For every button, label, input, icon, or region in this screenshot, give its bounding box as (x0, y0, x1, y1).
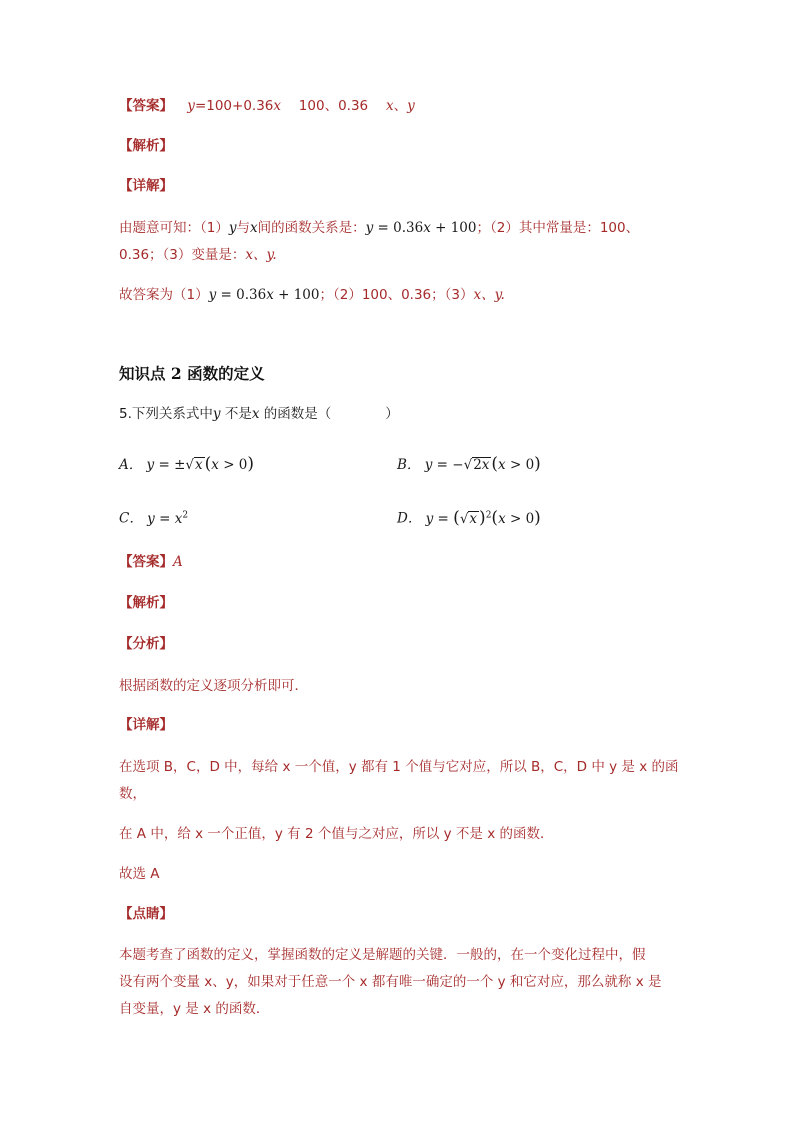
option-label: D． (397, 510, 422, 527)
final-text: 故答案为（1） (119, 287, 209, 303)
detail-label: 【详解】 (119, 178, 173, 194)
detail2-line-1: 在选项 B，C，D 中，每给 x 一个值，y 都有 1 个值与它对应，所以 B，C，D 中 y 是 x 的函 (119, 759, 679, 775)
option-formula: y = ±√x (x > 0) (146, 454, 255, 474)
answer-line-2 (119, 552, 183, 572)
answer-label: 【答案】 (119, 98, 173, 114)
formula: y = 0.36x + 100 (208, 287, 320, 303)
analysis-label-2: 【解析】 (119, 595, 173, 611)
option-label: A． (119, 457, 143, 473)
fenxi-label: 【分析】 (119, 636, 173, 652)
question-text: 不是 (220, 406, 252, 422)
detail-label-2: 【详解】 (119, 717, 173, 733)
formula: y = 0.36x + 100 (365, 220, 477, 236)
detail-text: 0.36；（3）变量是： (119, 247, 246, 263)
var-x: x (249, 220, 258, 236)
detail-text: 由题意可知：（1） (119, 220, 229, 236)
option-label: C． (119, 510, 143, 527)
section-title: 知识点 2 函数的定义 (119, 364, 265, 383)
option-c (119, 504, 188, 530)
question-text: 5.下列关系式中 (119, 406, 213, 422)
option-a (119, 453, 254, 476)
analysis-label: 【解析】 (119, 138, 173, 154)
question-text: 的函数是（ ） (259, 406, 399, 422)
answer-line (119, 96, 415, 116)
dianjing-label: 【点睛】 (119, 906, 173, 922)
detail-line-1 (119, 218, 639, 238)
fenxi-text: 根据函数的定义逐项分析即可． (119, 678, 308, 694)
option-d (397, 504, 541, 530)
final-answer-line (119, 285, 505, 305)
question-line (119, 404, 399, 424)
detail-text: 与 (236, 220, 250, 236)
option-formula: y = −√2x (x > 0) (424, 454, 541, 474)
var-x: x (251, 406, 260, 422)
summary-line-3: 自变量，y 是 x 的函数． (119, 1001, 270, 1017)
final-text: ；（2）100、0.36；（3） (319, 287, 474, 303)
detail-line-2 (119, 245, 277, 265)
summary-line-1: 本题考查了函数的定义，掌握函数的定义是解题的关键．一般的，在一个变化过程中，假 (119, 947, 646, 963)
var-y: y (228, 220, 237, 236)
option-formula: $y = x^2$ (147, 510, 189, 527)
option-b (397, 453, 541, 476)
detail2-line-3: 在 A 中，给 x 一个正值，y 有 2 个值与之对应，所以 y 不是 x 的函数． (119, 826, 554, 842)
detail-text: ；（2）其中常量是：100、 (476, 220, 640, 236)
answer-value: A (173, 554, 183, 570)
option-label: B． (397, 457, 421, 473)
option-formula: y = (√x )$^2$(x > 0) (425, 507, 541, 528)
answer-label: 【答案】 (119, 554, 173, 570)
vars: x、y. (245, 247, 277, 263)
detail-text: 间的函数关系是： (257, 220, 366, 236)
vars: x、y. (473, 287, 505, 303)
detail2-conclusion: 故选 A (119, 866, 160, 882)
var-y: y (212, 406, 221, 422)
answer-text: y=100+0.36x 100、0.36 x、y (187, 98, 415, 114)
detail2-line-2: 数， (119, 786, 146, 802)
summary-line-2: 设有两个变量 x、y，如果对于任意一个 x 都有唯一确定的一个 y 和它对应，那么就称 x 是 (119, 974, 662, 990)
